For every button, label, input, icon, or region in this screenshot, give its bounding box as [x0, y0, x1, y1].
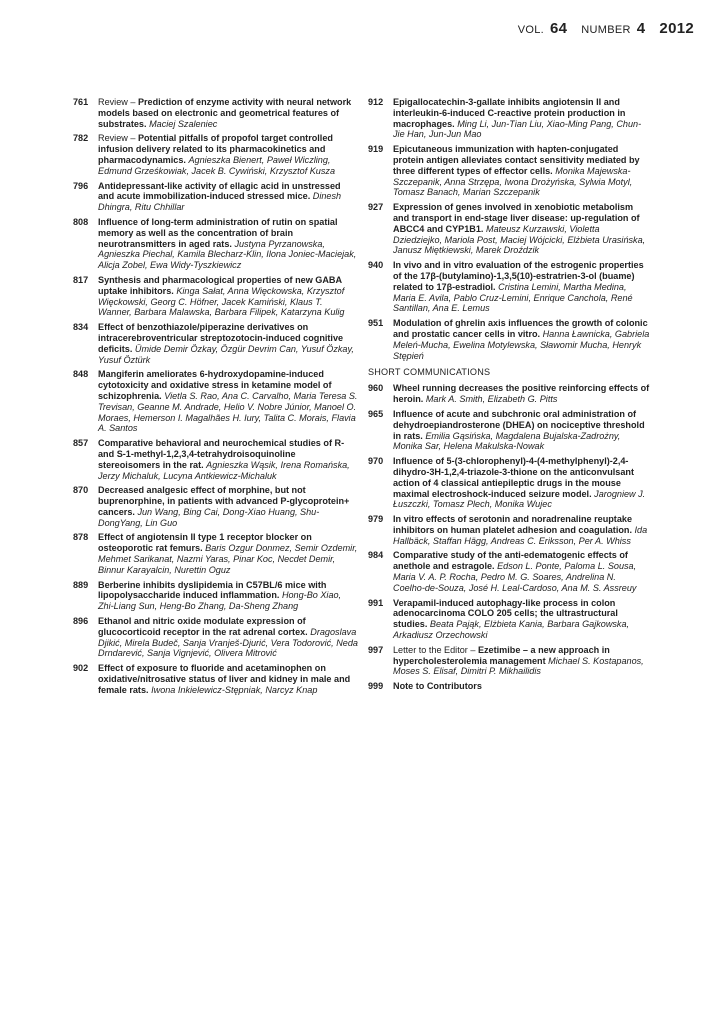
article-title: Synthesis and pharmacological properties of new GABA uptake inhibitors.: [98, 274, 342, 296]
entry-body: [393, 202, 650, 256]
toc-entry[interactable]: [368, 383, 650, 405]
article-title: In vivo and in vitro evaluation of the estrogenic properties of the 17β-(butylamino)-1,3,5(10)-estratrien-3-ol (buame) related to 17β-estradiol.: [393, 260, 644, 292]
toc-entry[interactable]: [73, 322, 358, 365]
number-label: NUMBER: [581, 24, 631, 36]
entry-body: [393, 144, 650, 198]
issue-header: [518, 20, 702, 37]
article-authors: Ida Hallbäck, Staffan Hägg, Andreas C. Eriksson, Per A. Whiss: [393, 524, 648, 546]
article-authors: Hong-Bo Xiao, Zhi-Liang Sun, Heng-Bo Zhang, Da-Sheng Zhang: [98, 590, 342, 612]
article-authors: Kinga Sałat, Anna Więckowska, Krzysztof Więckowski, Georg C. Höfner, Jacek Kamiński, Klaus T. Wanner, Barbara Malawska, Barbara Filipek, Katarzyna Kulig: [98, 285, 345, 318]
toc-entry[interactable]: [73, 97, 358, 129]
article-authors: Agnieszka Wąsik, Irena Romańska, Jerzy Michaluk, Lucyna Antkiewicz-Michaluk: [98, 459, 350, 481]
entry-body: [98, 532, 358, 575]
article-authors: Edson L. Ponte, Paloma L. Sousa, Maria V. A. P. Rocha, Pedro M. G. Soares, Andrelina N. Coelho-de-Souza, José H. Leal-Cardoso, Ana M. S. Assreuy: [393, 561, 637, 593]
toc-entry[interactable]: [368, 318, 650, 361]
regular-articles-list: [368, 97, 650, 361]
page-number: 808: [73, 216, 89, 227]
page-number: 817: [73, 274, 89, 285]
entry-body: [98, 663, 358, 695]
page-number: 940: [368, 260, 384, 271]
article-title: Influence of acute and subchronic oral administration of dehydroepiandrosterone (DHEA) on nociceptive threshold in rats.: [393, 408, 645, 441]
page-number: 999: [368, 681, 384, 692]
entry-body: [98, 97, 358, 129]
toc-entry[interactable]: [73, 133, 358, 176]
article-authors: Dinesh Dhingra, Ritu Chhillar: [98, 191, 342, 213]
toc-entry[interactable]: [368, 550, 650, 593]
article-title: Antidepressant-like activity of ellagic acid in unstressed and acute immobilization-induced stressed mice.: [98, 180, 341, 202]
page-number: 927: [368, 202, 384, 213]
article-authors: Iwona Inkielewicz-Stępniak, Narcyz Knap: [151, 684, 318, 695]
issue-number: 4: [636, 20, 646, 37]
page-number: 796: [73, 180, 89, 191]
article-authors: Ümide Demir Özkay, Özgür Devrim Can, Yusuf Özkay, Yusuf Öztürk: [98, 343, 354, 365]
volume-number: 64: [550, 20, 568, 37]
contents-left-column: [73, 97, 358, 700]
entry-body: [393, 550, 650, 593]
toc-entry[interactable]: [73, 275, 358, 318]
page-number: 991: [368, 597, 384, 608]
article-authors: Michael S. Kostapanos, Moses S. Elisaf, Dimitri P. Mikhailidis: [393, 655, 644, 677]
toc-entry[interactable]: [368, 260, 650, 314]
entry-body: [98, 181, 358, 213]
page-number: 870: [73, 485, 89, 496]
toc-entry[interactable]: [73, 438, 358, 481]
entry-body: [393, 514, 650, 546]
article-authors: Beata Pająk, Elżbieta Kania, Barbara Gajkowska, Arkadiusz Orzechowski: [393, 619, 630, 641]
toc-entry[interactable]: [368, 681, 650, 692]
article-title: Effect of exposure to fluoride and acetaminophen on oxidative/nitrosative status of liver and kidney in male and female rats.: [98, 663, 351, 695]
page-number: 857: [73, 438, 89, 449]
article-authors: Ming Li, Jun-Tian Liu, Xiao-Ming Pang, Chun-Jie Han, Jun-Jun Mao: [393, 118, 642, 140]
page-number: 997: [368, 644, 384, 655]
page-number: 878: [73, 532, 89, 543]
article-title: Comparative study of the anti-edematogenic effects of anethole and estragole.: [393, 550, 628, 572]
article-title: Potential pitfalls of propofol target controlled infusion delivery related to its pharmacokinetics and pharmacodynamics.: [98, 133, 333, 165]
entry-body: [98, 616, 358, 659]
page-number: 919: [368, 144, 384, 155]
page-number: 782: [73, 133, 89, 144]
entry-body: [98, 438, 358, 481]
entry-body: [98, 217, 358, 271]
article-title: Modulation of ghrelin axis influences the growth of colonic and prostatic cancer cells in vitro.: [393, 318, 648, 339]
volume-label: VOL.: [517, 24, 544, 36]
article-authors: Agnieszka Bienert, Paweł Wiczling, Edmund Grześkowiak, Jacek B. Cywiński, Krzysztof Kusza: [98, 154, 336, 176]
page-number: 979: [368, 514, 384, 525]
toc-entry[interactable]: [368, 514, 650, 546]
page-number: 761: [73, 97, 89, 107]
article-authors: Maciej Szaleniec: [149, 118, 218, 129]
article-title: In vitro effects of serotonin and noradrenaline reuptake inhibitors on human platelet adhesion and coagulation.: [393, 514, 633, 535]
entry-body: [393, 383, 650, 405]
entry-body: [98, 485, 358, 528]
toc-entry[interactable]: [368, 202, 650, 256]
toc-entry[interactable]: [73, 181, 358, 213]
toc-entry[interactable]: [368, 409, 650, 452]
page-number: 848: [73, 369, 89, 380]
article-title: Epigallocatechin-3-gallate inhibits angiotensin II and interleukin-6-induced C-reactive protein production in macrophages.: [393, 97, 626, 129]
short-communications-heading: SHORT COMMUNICATIONS: [368, 367, 491, 378]
article-type: Letter to the Editor –: [393, 644, 478, 655]
toc-entry[interactable]: [73, 663, 358, 695]
entry-body: [393, 97, 650, 140]
article-title: Note to Contributors: [393, 681, 482, 692]
page-number: 912: [368, 97, 384, 107]
article-type: Review –: [98, 97, 138, 107]
page-number: 834: [73, 322, 89, 333]
issue-year: 2012: [659, 20, 694, 37]
toc-entry[interactable]: [73, 485, 358, 528]
article-title: Verapamil-induced autophagy-like process in colon adenocarcinoma COLO 205 cells; the ultrastructural studies.: [393, 597, 618, 630]
entry-body: [98, 133, 358, 176]
page-number: 902: [73, 663, 89, 674]
article-title: Comparative behavioral and neurochemical studies of R- and S-1-methyl-1,2,3,4-tetrahydroisoquinoline stereoisomers in the rat.: [98, 438, 345, 470]
article-authors: Jun Wang, Bing Cai, Dong-Xiao Huang, Shu-DongYang, Lin Guo: [98, 506, 320, 528]
entry-body: [98, 369, 358, 434]
article-title: Prediction of enzyme activity with neural network models based on electronic and geometrical features of substrates.: [98, 97, 352, 129]
page-number: 970: [368, 456, 384, 467]
toc-entry[interactable]: [368, 97, 650, 140]
toc-entry[interactable]: [73, 616, 358, 659]
article-title: Epicutaneous immunization with hapten-conjugated protein antigen alleviates contact sensitivity mediated by three different types of effector cells.: [393, 144, 640, 176]
article-title: Wheel running decreases the positive reinforcing effects of heroin.: [393, 383, 650, 405]
article-authors: Monika Majewska-Szczepanik, Anna Strzępa, Iwona Drożyńska, Sylwia Motyl, Tomasz Banach, Marian Szczepanik: [393, 165, 633, 198]
toc-entry[interactable]: [368, 598, 650, 641]
toc-entry[interactable]: [368, 645, 650, 677]
article-title: Decreased analgesic effect of morphine, but not buprenorphine, in patients with advanced P-glycoprotein+ cancers.: [98, 485, 350, 517]
article-title: Influence of 5-(3-chlorophenyl)-4-(4-methylphenyl)-2,4-dihydro-3H-1,2,4-triazole-3-thione on the anticonvulsant action of 4 classical antiepileptic drugs in the mouse maximal electroshock-induced seizure model.: [393, 456, 635, 499]
article-authors: Cristina Lemini, Martha Medina, Maria E. Avila, Pablo Cruz-Lemini, Enrique Canchola, René Santillan, Ana E. Lemus: [393, 281, 633, 314]
article-title: Effect of angiotensin II type 1 receptor blocker on osteoporotic rat femurs.: [98, 532, 312, 554]
page-number: 889: [73, 579, 89, 590]
page-number: 951: [368, 318, 384, 329]
article-title: Berberine inhibits dyslipidemia in C57BL/6 mice with lipopolysaccharide induced inflammation.: [98, 579, 327, 601]
article-authors: Mark A. Smith, Elizabeth G. Pitts: [425, 394, 558, 405]
entry-body: [393, 456, 650, 510]
article-authors: Justyna Pyrzanowska, Agnieszka Piechal, Kamila Blecharz-Klin, Ilona Joniec-Maciejak, Alicja Zobel, Ewa Widy-Tyszkiewicz: [98, 238, 357, 271]
article-authors: Dragoslava Djikić, Mirela Budeč, Sanja Vranješ-Djurić, Vera Todorović, Neda Drndarević, Sanja Vignjević, Olivera Mitrović: [98, 626, 358, 659]
article-title: Mangiferin ameliorates 6-hydroxydopamine-induced cytotoxicity and oxidative stress in ketamine model of schizophrenia.: [98, 369, 332, 401]
toc-entry[interactable]: [73, 217, 358, 271]
entry-body: [393, 409, 650, 452]
page-number: 960: [368, 383, 384, 394]
page-number: 984: [368, 550, 384, 561]
entry-body: [393, 260, 650, 314]
toc-entry[interactable]: [368, 144, 650, 198]
article-authors: Emilia Gąsińska, Magdalena Bujalska-Zadrożny, Monika Sar, Helena Makulska-Nowak: [393, 430, 621, 452]
page-number: 965: [368, 408, 384, 419]
entry-body: [393, 645, 650, 677]
article-authors: Hanna Ławnicka, Gabriela Meleń-Mucha, Ewelina Motylewska, Sławomir Mucha, Henryk Stępień: [393, 328, 650, 361]
toc-entry[interactable]: [73, 369, 358, 434]
article-authors: Vietla S. Rao, Ana C. Carvalho, Maria Teresa S. Trevisan, Geanne M. Andrade, Helio V. Nobre Júnior, Manoel O. Moraes, Hemerson I. Magalhães H. Iury, Talita C. Morais, Flavia A. Santos: [98, 390, 358, 434]
article-authors: Baris Ozgur Donmez, Semir Ozdemir, Mehmet Sarikanat, Nazmi Yaras, Pinar Koc, Necdet Demir, Binnur Karayalcin, Nurettin Oguz: [98, 543, 358, 575]
contents-right-column: [368, 97, 650, 696]
article-title: Expression of genes involved in xenobiotic metabolism and transport in end-stage liver disease: up-regulation of ABCC4 and CYP1B1.: [393, 202, 640, 234]
entry-body: [98, 322, 358, 365]
toc-entry[interactable]: [73, 532, 358, 575]
entry-body: [98, 275, 358, 318]
entry-body: [98, 580, 358, 612]
short-communications-list: [368, 383, 650, 692]
toc-entry[interactable]: [368, 456, 650, 510]
article-authors: Jarogniew J. Łuszczki, Tomasz Plech, Monika Wujec: [393, 488, 646, 510]
entry-body: [393, 598, 650, 641]
entry-body: [393, 681, 650, 692]
article-title: Ethanol and nitric oxide modulate expression of glucocorticoid receptor in the rat adrenal cortex.: [98, 616, 308, 637]
article-title: Ezetimibe – a new approach in hypercholesterolemia management: [393, 644, 610, 666]
entry-body: [393, 318, 650, 361]
article-title: Influence of long-term administration of rutin on spatial memory as well as the concentration of brain neurotransmitters in aged rats.: [98, 216, 338, 249]
page-number: 896: [73, 616, 89, 627]
article-type: Review –: [98, 133, 138, 144]
article-authors: Mateusz Kurzawski, Violetta Dziedziejko, Mariola Post, Maciej Wójcicki, Elżbieta Urasińska, Janusz Miętkiewski, Marek Droździk: [393, 223, 646, 256]
article-title: Effect of benzothiazole/piperazine derivatives on intracerebroventricular streptozotocin-induced cognitive deficits.: [98, 322, 344, 354]
toc-entry[interactable]: [73, 580, 358, 612]
